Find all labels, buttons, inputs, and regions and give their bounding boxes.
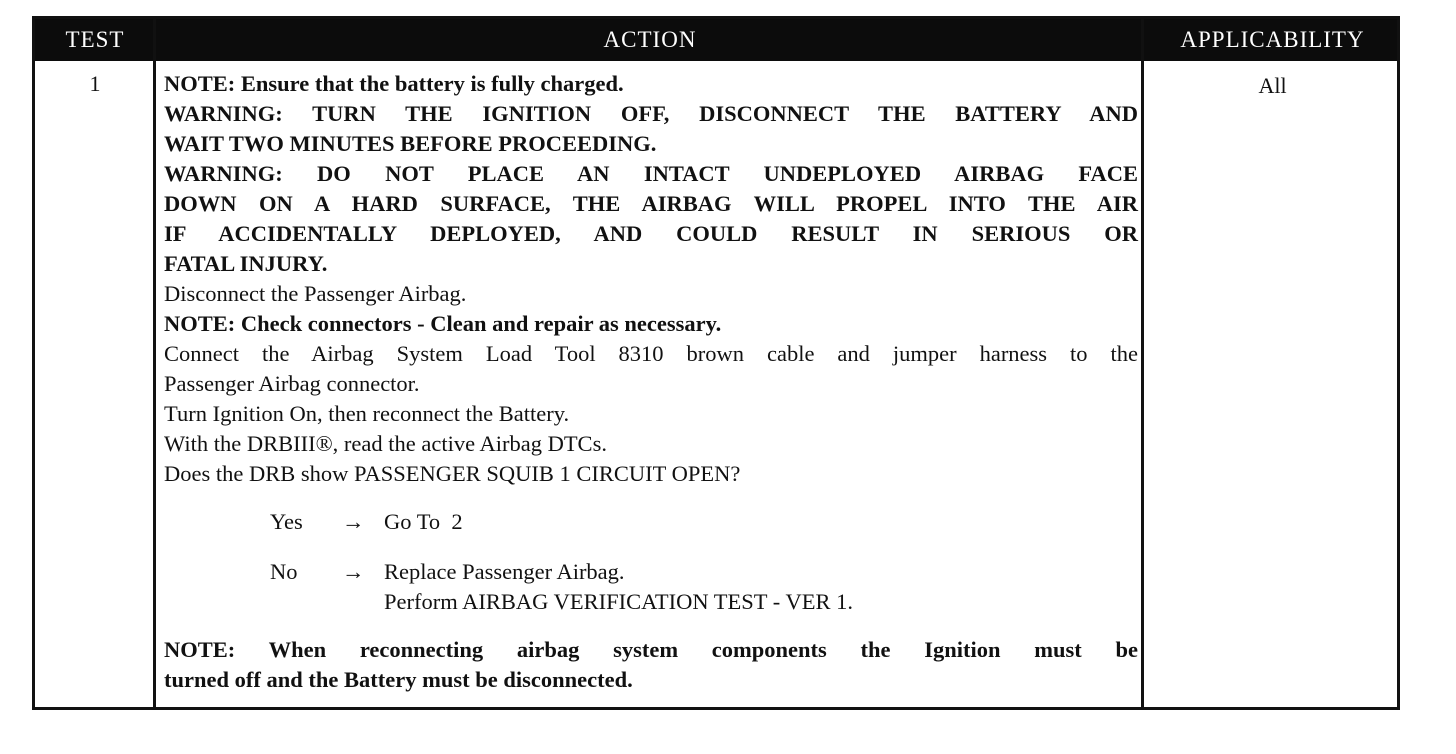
no-result-line: Perform AIRBAG VERIFICATION TEST - VER 1.: [384, 589, 853, 614]
warning-ignition-line: WAIT TWO MINUTES BEFORE PROCEEDING.: [164, 131, 657, 156]
note-reconnect-line: turned off and the Battery must be disconnected.: [164, 667, 633, 692]
no-label: No: [270, 559, 298, 584]
action-cell: [164, 69, 1138, 695]
column-divider-applicability: [1141, 19, 1144, 707]
warning-ignition-line: WARNING: TURN THE IGNITION OFF, DISCONNECT THE BATTERY AND: [164, 101, 1138, 126]
arrow-right-icon: →: [342, 509, 365, 534]
yes-label: Yes: [270, 509, 303, 534]
table-header: [35, 19, 1397, 61]
no-result: [384, 557, 853, 617]
answer-yes: [270, 507, 1138, 537]
column-divider-test: [153, 19, 156, 707]
note-reconnect-line: NOTE: When reconnecting airbag system components the Ignition must be: [164, 637, 1138, 662]
header-applicability: APPLICABILITY: [1180, 27, 1365, 52]
answer-no: [270, 557, 1138, 617]
header-action: ACTION: [603, 27, 697, 52]
test-number: 1: [89, 71, 101, 96]
step-connect-line: Connect the Airbag System Load Tool 8310 brown cable and jumper harness to the: [164, 341, 1138, 366]
step-ignition: Turn Ignition On, then reconnect the Battery.: [164, 401, 570, 426]
applicability-value: All: [1258, 73, 1287, 98]
arrow-right-icon: →: [342, 559, 365, 584]
warning-airbag-line: FATAL INJURY.: [164, 251, 328, 276]
step-connect-line: Passenger Airbag connector.: [164, 371, 420, 396]
warning-airbag-line: DOWN ON A HARD SURFACE, THE AIRBAG WILL PROPEL INTO THE AIR: [164, 191, 1138, 216]
note-connectors: NOTE: Check connectors - Clean and repair as necessary.: [164, 311, 722, 336]
header-test: TEST: [65, 27, 125, 52]
warning-airbag-line: IF ACCIDENTALLY DEPLOYED, AND COULD RESULT IN SERIOUS OR: [164, 221, 1138, 246]
yes-result: Go To 2: [384, 509, 463, 534]
step-disconnect: Disconnect the Passenger Airbag.: [164, 281, 467, 306]
test-table: [32, 16, 1400, 710]
warning-airbag-line: WARNING: DO NOT PLACE AN INTACT UNDEPLOYED AIRBAG FACE: [164, 161, 1138, 186]
no-result-line: Replace Passenger Airbag.: [384, 559, 625, 584]
step-read-dtcs: With the DRBIII®, read the active Airbag DTCs.: [164, 431, 607, 456]
note-battery: NOTE: Ensure that the battery is fully charged.: [164, 71, 624, 96]
question: Does the DRB show PASSENGER SQUIB 1 CIRCUIT OPEN?: [164, 461, 741, 486]
